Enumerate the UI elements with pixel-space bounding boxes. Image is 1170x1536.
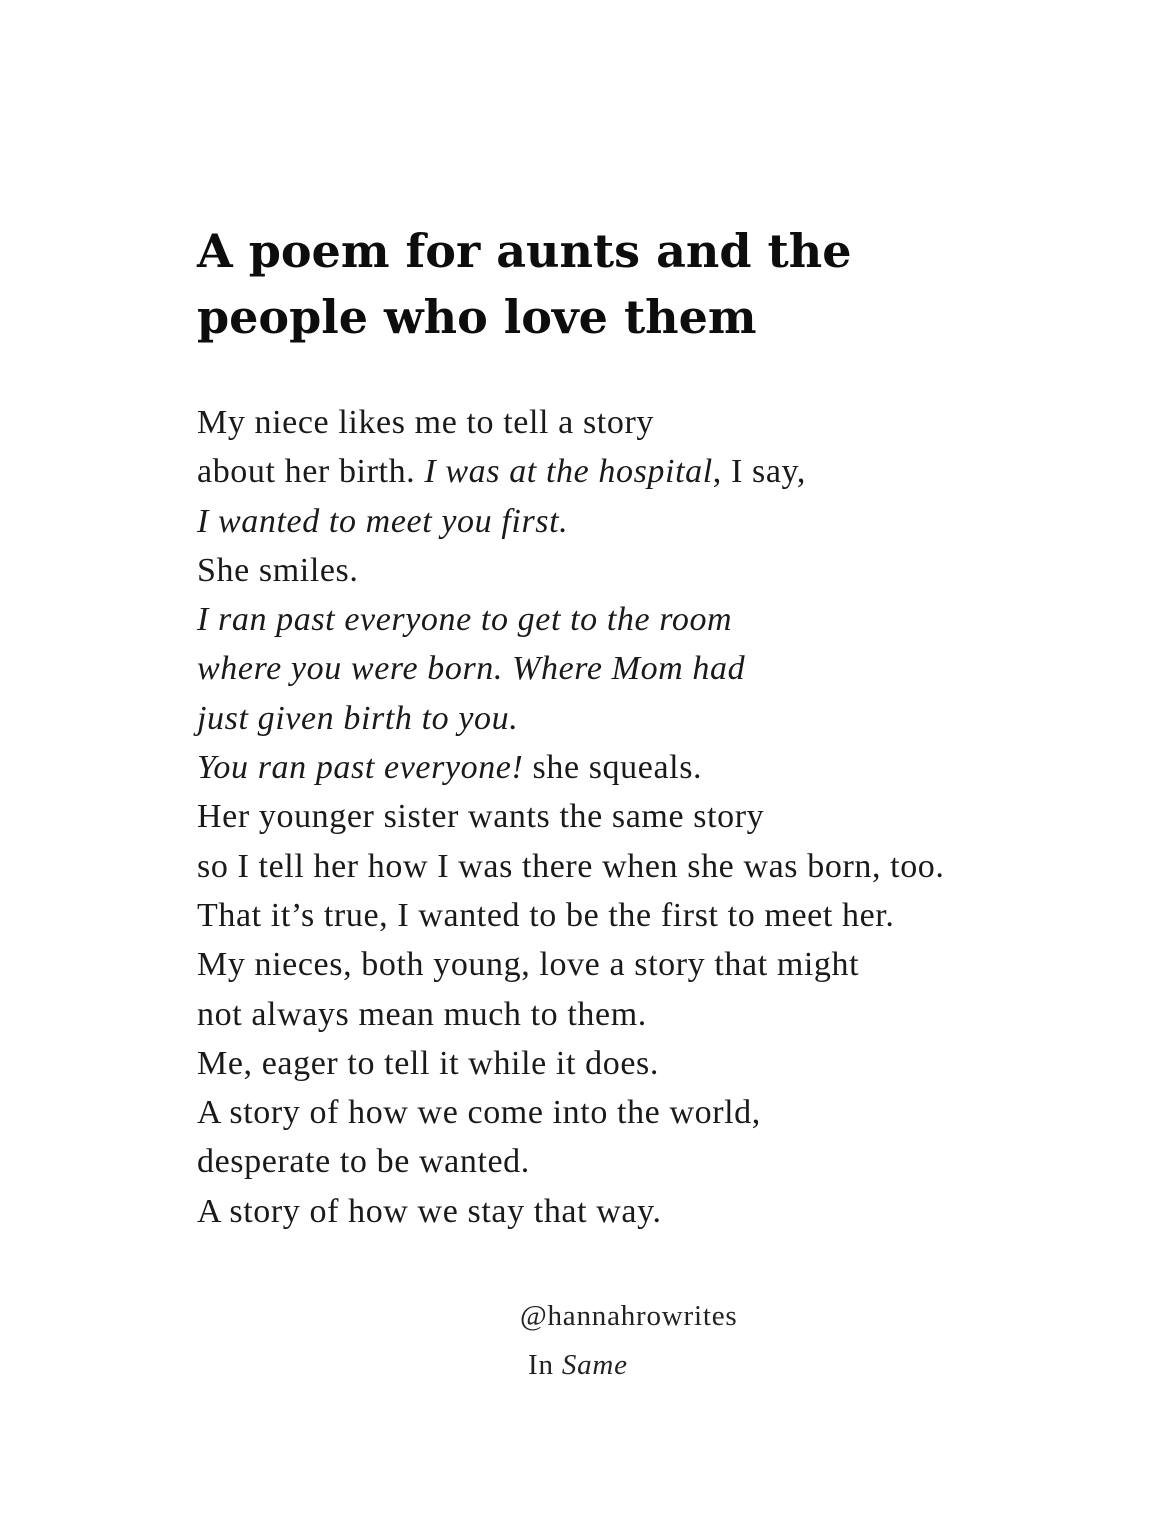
poem-line (197, 447, 945, 496)
poem-line (197, 1088, 945, 1137)
poem-line-italic-text: I ran past everyone to get to the room (197, 601, 733, 639)
poem-line-text: My niece likes me to tell a story (197, 404, 654, 441)
source-credit (528, 1349, 628, 1382)
source-prefix: In (528, 1349, 562, 1381)
poem-line-text: That it’s true, I wanted to be the first to meet her. (197, 896, 895, 934)
poem-line-text: not always mean much to them. (197, 995, 647, 1033)
poem-body (197, 398, 945, 1236)
poem-line-text: about her birth. (197, 453, 425, 491)
poem-line-text: A story of how we come into the world, (197, 1094, 761, 1132)
poem-line-italic-text: just given birth to you. (197, 699, 519, 737)
poem-line-text: desperate to be wanted. (197, 1143, 530, 1181)
poem-line-italic-text: You ran past everyone! (197, 749, 524, 787)
poem-line-italic-text: where you were born. Where Mom had (197, 650, 746, 688)
poem-line-text: Her younger sister wants the same story (197, 798, 765, 836)
poem-line-italic-text: I was at the hospital (424, 453, 713, 491)
poem-line (197, 990, 945, 1039)
poem-line (197, 1039, 945, 1088)
poem-line-text: A story of how we stay that way. (197, 1192, 662, 1230)
poem-line (197, 891, 945, 940)
poem-line-text: Me, eager to tell it while it does. (197, 1044, 659, 1082)
source-title: Same (561, 1349, 628, 1381)
poem-line (197, 743, 945, 792)
poem-line-text: She smiles. (197, 551, 359, 589)
poem-line (197, 644, 945, 693)
poem-line (197, 595, 945, 644)
poem-line-text: My nieces, both young, love a story that might (197, 946, 860, 984)
poem-line (197, 546, 945, 595)
poem-line (197, 940, 945, 989)
poem-title-line-2: people who love them (197, 290, 757, 344)
poem-line (197, 497, 945, 546)
poem-line-italic-text: I wanted to meet you first. (197, 502, 569, 540)
poem-line (197, 398, 945, 447)
poem-title-line-1: A poem for aunts and the (197, 224, 852, 278)
poem-line-text: , I say, (712, 453, 807, 491)
poem-title (197, 218, 851, 350)
poem-line (197, 694, 945, 743)
poem-line (197, 1137, 945, 1186)
poem-line (197, 792, 945, 841)
poem-line (197, 1187, 945, 1236)
poem-line-text: she squeals. (523, 749, 703, 787)
poem-line-text: so I tell her how I was there when she was born, too. (197, 847, 945, 885)
author-handle: @hannahrowrites (520, 1300, 738, 1332)
poem-line (197, 842, 945, 891)
